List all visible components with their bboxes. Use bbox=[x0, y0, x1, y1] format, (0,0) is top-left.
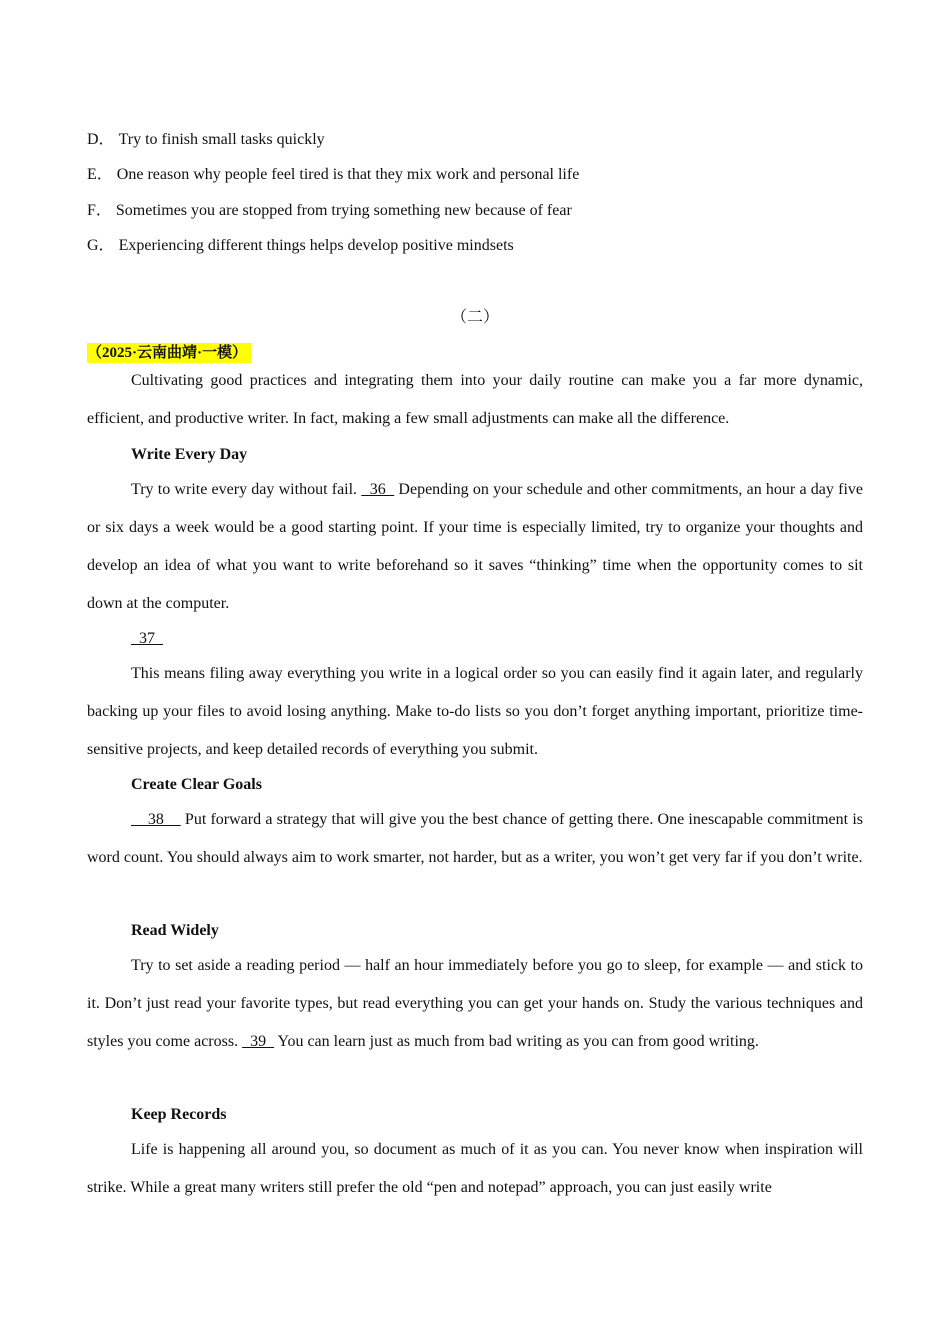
paragraph-create-clear-goals bbox=[87, 801, 863, 877]
option-text: One reason why people feel tired is that they mix work and personal life bbox=[116, 166, 580, 183]
option-e bbox=[87, 165, 579, 185]
paragraph-text: You can learn just as much from bad writing as you can from good writing. bbox=[274, 1033, 759, 1050]
blank-38: 38 bbox=[131, 811, 181, 828]
heading-keep-records: Keep Records bbox=[131, 1106, 227, 1123]
paragraph-write-every-day bbox=[87, 471, 863, 623]
option-letter: F． bbox=[87, 202, 112, 219]
heading-read-widely: Read Widely bbox=[131, 922, 219, 939]
option-d bbox=[87, 130, 325, 150]
blank-36: 36 bbox=[361, 481, 395, 498]
option-letter: G． bbox=[87, 237, 115, 254]
option-text: Try to finish small tasks quickly bbox=[118, 131, 325, 148]
paragraph-blank-37: This means filing away everything you write in a logical order so you can easily find it again later, and regularly backing up your files to avoid losing anything. Make to-do lists so you don’t forget anything important, prioritize time-sensitive projects, and keep detailed records of everything you submit. bbox=[87, 665, 863, 758]
option-g bbox=[87, 236, 514, 256]
section-title: （二） bbox=[450, 309, 499, 326]
paragraph-text: Depending on your schedule and other commitments, an hour a day five or six days a week would be a good starting point. If your time is especially limited, try to organize your thoughts and develop an idea of what you want to write beforehand so it saves “thinking” time when the opportunity comes to sit down at the computer. bbox=[87, 481, 864, 612]
paragraph-text: Put forward a strategy that will give you the best chance of getting there. One inescapable commitment is word count. You should always aim to work smarter, not harder, but as a writer, you won’t get very far if you don’t write. bbox=[87, 811, 863, 866]
paragraph-text: Try to write every day without fail. bbox=[131, 481, 362, 498]
paragraph-read-widely bbox=[87, 947, 863, 1061]
paragraph-keep-records: Life is happening all around you, so document as much of it as you can. You never know when inspiration will strike. While a great many writers still prefer the old “pen and notepad” approach, you can just easily write bbox=[87, 1141, 863, 1196]
option-f bbox=[87, 201, 572, 221]
option-letter: E． bbox=[87, 166, 113, 183]
heading-create-clear-goals: Create Clear Goals bbox=[131, 776, 262, 793]
option-text: Sometimes you are stopped from trying something new because of fear bbox=[115, 202, 572, 219]
option-letter: D． bbox=[87, 131, 115, 148]
blank-37: 37 bbox=[131, 630, 163, 647]
option-text: Experiencing different things helps develop positive mindsets bbox=[118, 237, 514, 254]
paragraph-text: Try to set aside a reading period — half an hour immediately before you go to sleep, for example — and stick to it. Don’t just read your favorite types, but read everything you can get your hands on. Study the various techniques and styles you come across. bbox=[87, 957, 863, 1050]
source-tag: （2025·云南曲靖·一模） bbox=[87, 343, 251, 363]
heading-write-every-day: Write Every Day bbox=[131, 446, 248, 463]
intro-paragraph: Cultivating good practices and integrating them into your daily routine can make you a far more dynamic, efficient, and productive writer. In fact, making a few small adjustments can make all the difference. bbox=[87, 372, 863, 427]
blank-39: 39 bbox=[242, 1033, 275, 1050]
